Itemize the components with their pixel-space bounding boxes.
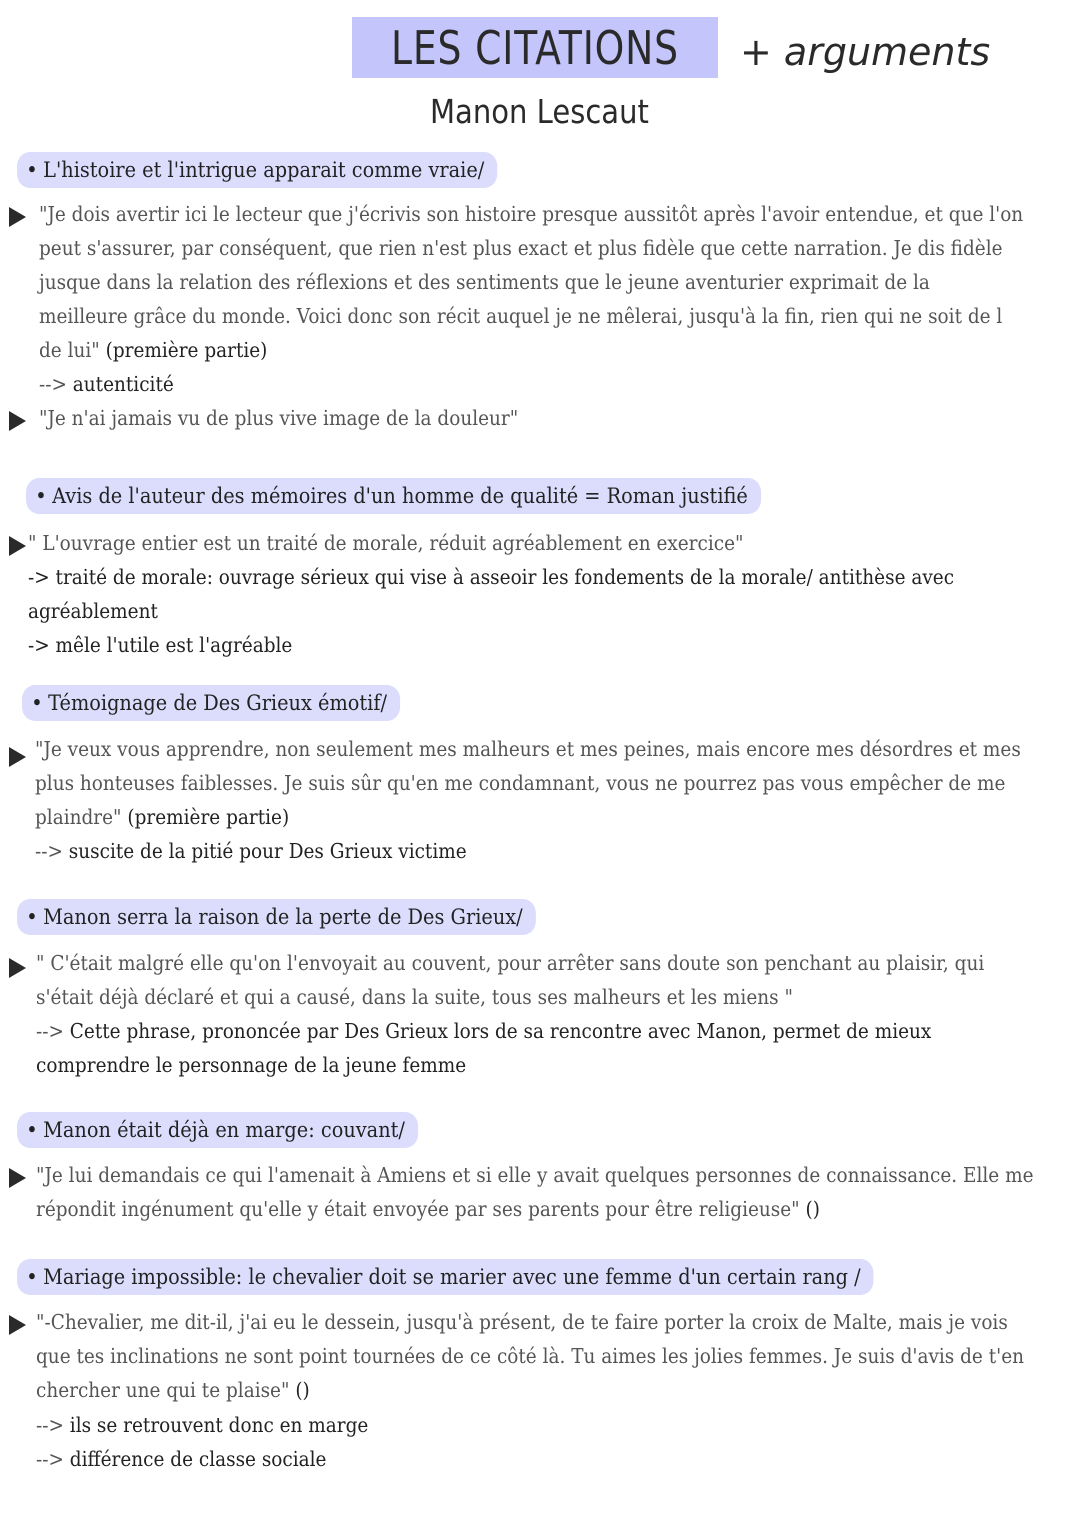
play-triangle-icon — [9, 747, 26, 767]
quote-line: "Je lui demandais ce qui l'amenait à Amiens et si elle y avait quelques personnes de connaissance. Elle me — [36, 1163, 1034, 1187]
quote-line: "-Chevalier, me dit-il, j'ai eu le dessein, jusqu'à présent, de te faire porter la croix de Malte, mais je vois — [36, 1310, 1008, 1334]
quote-line: jusque dans la relation des réflexions et des sentiments que le jeune aventurier exprimait de la — [39, 270, 930, 294]
section-heading: • Manon était déjà en marge: couvant/ — [17, 1112, 418, 1148]
argument-line: --> suscite de la pitié pour Des Grieux victime — [35, 839, 467, 863]
argument-line: agréablement — [28, 599, 158, 623]
play-triangle-icon — [9, 1168, 26, 1188]
section-heading: • Avis de l'auteur des mémoires d'un homme de qualité = Roman justifié — [26, 478, 761, 514]
section-heading: • Mariage impossible: le chevalier doit se marier avec une femme d'un certain rang / — [17, 1259, 874, 1295]
quote-line: chercher une qui te plaise" () — [36, 1378, 310, 1402]
section-heading: • Témoignage de Des Grieux émotif/ — [22, 685, 400, 721]
argument-line: comprendre le personnage de la jeune femme — [36, 1053, 467, 1077]
section-heading: • Manon serra la raison de la perte de Des Grieux/ — [17, 899, 536, 935]
quote-line: de lui" (première partie) — [39, 338, 268, 362]
page-subtitle: Manon Lescaut — [430, 92, 649, 131]
quote-line: peut s'assurer, par conséquent, que rien n'est plus exact et plus fidèle que cette narration. Je dis fidèle — [39, 236, 1003, 260]
argument-line: --> autenticité — [39, 372, 174, 396]
argument-line: --> différence de classe sociale — [36, 1447, 327, 1471]
quote-line: meilleure grâce du monde. Voici donc son récit auquel je ne mêlerai, jusqu'à la fin, rien qui ne soit de l — [39, 304, 1003, 328]
quote-line: " C'était malgré elle qu'on l'envoyait au couvent, pour arrêter sans doute son penchant au plaisir, qui — [36, 951, 985, 975]
page-title: LES CITATIONS — [391, 21, 679, 75]
play-triangle-icon — [9, 958, 26, 978]
quote-line: "Je n'ai jamais vu de plus vive image de la douleur" — [39, 406, 519, 430]
play-triangle-icon — [9, 207, 26, 227]
quote-line: répondit ingénument qu'elle y était envoyée par ses parents pour être religieuse" () — [36, 1197, 820, 1221]
quote-line: plaindre" (première partie) — [35, 805, 290, 829]
play-triangle-icon — [9, 1315, 26, 1335]
quote-line: plus honteuses faiblesses. Je suis sûr qu'en me condamnant, vous ne pourrez pas vous empêcher de me — [35, 771, 1006, 795]
play-triangle-icon — [9, 411, 26, 431]
quote-line: "Je dois avertir ici le lecteur que j'écrivis son histoire presque aussitôt après l'avoir entendue, et que l'on — [39, 202, 1024, 226]
argument-line: -> traité de morale: ouvrage sérieux qui vise à asseoir les fondements de la morale/ antithèse avec — [28, 565, 955, 589]
arguments-note: + arguments — [740, 30, 991, 74]
quote-line: s'était déjà déclaré et qui a causé, dans la suite, tous ses malheurs et les miens " — [36, 985, 793, 1009]
quote-line: que tes inclinations ne sont point tournées de ce côté là. Tu aimes les jolies femmes. Je suis d'avis de t'en — [36, 1344, 1025, 1368]
argument-line: --> Cette phrase, prononcée par Des Grieux lors de sa rencontre avec Manon, permet de mieux — [36, 1019, 932, 1043]
argument-line: --> ils se retrouvent donc en marge — [36, 1413, 369, 1437]
section-heading: • L'histoire et l'intrigue apparait comme vraie/ — [17, 152, 497, 188]
quote-line: " L'ouvrage entier est un traité de morale, réduit agréablement en exercice" — [28, 531, 744, 555]
play-triangle-icon — [9, 536, 26, 556]
argument-line: -> mêle l'utile est l'agréable — [28, 633, 293, 657]
quote-line: "Je veux vous apprendre, non seulement mes malheurs et mes peines, mais encore mes désordres et mes — [35, 737, 1021, 761]
